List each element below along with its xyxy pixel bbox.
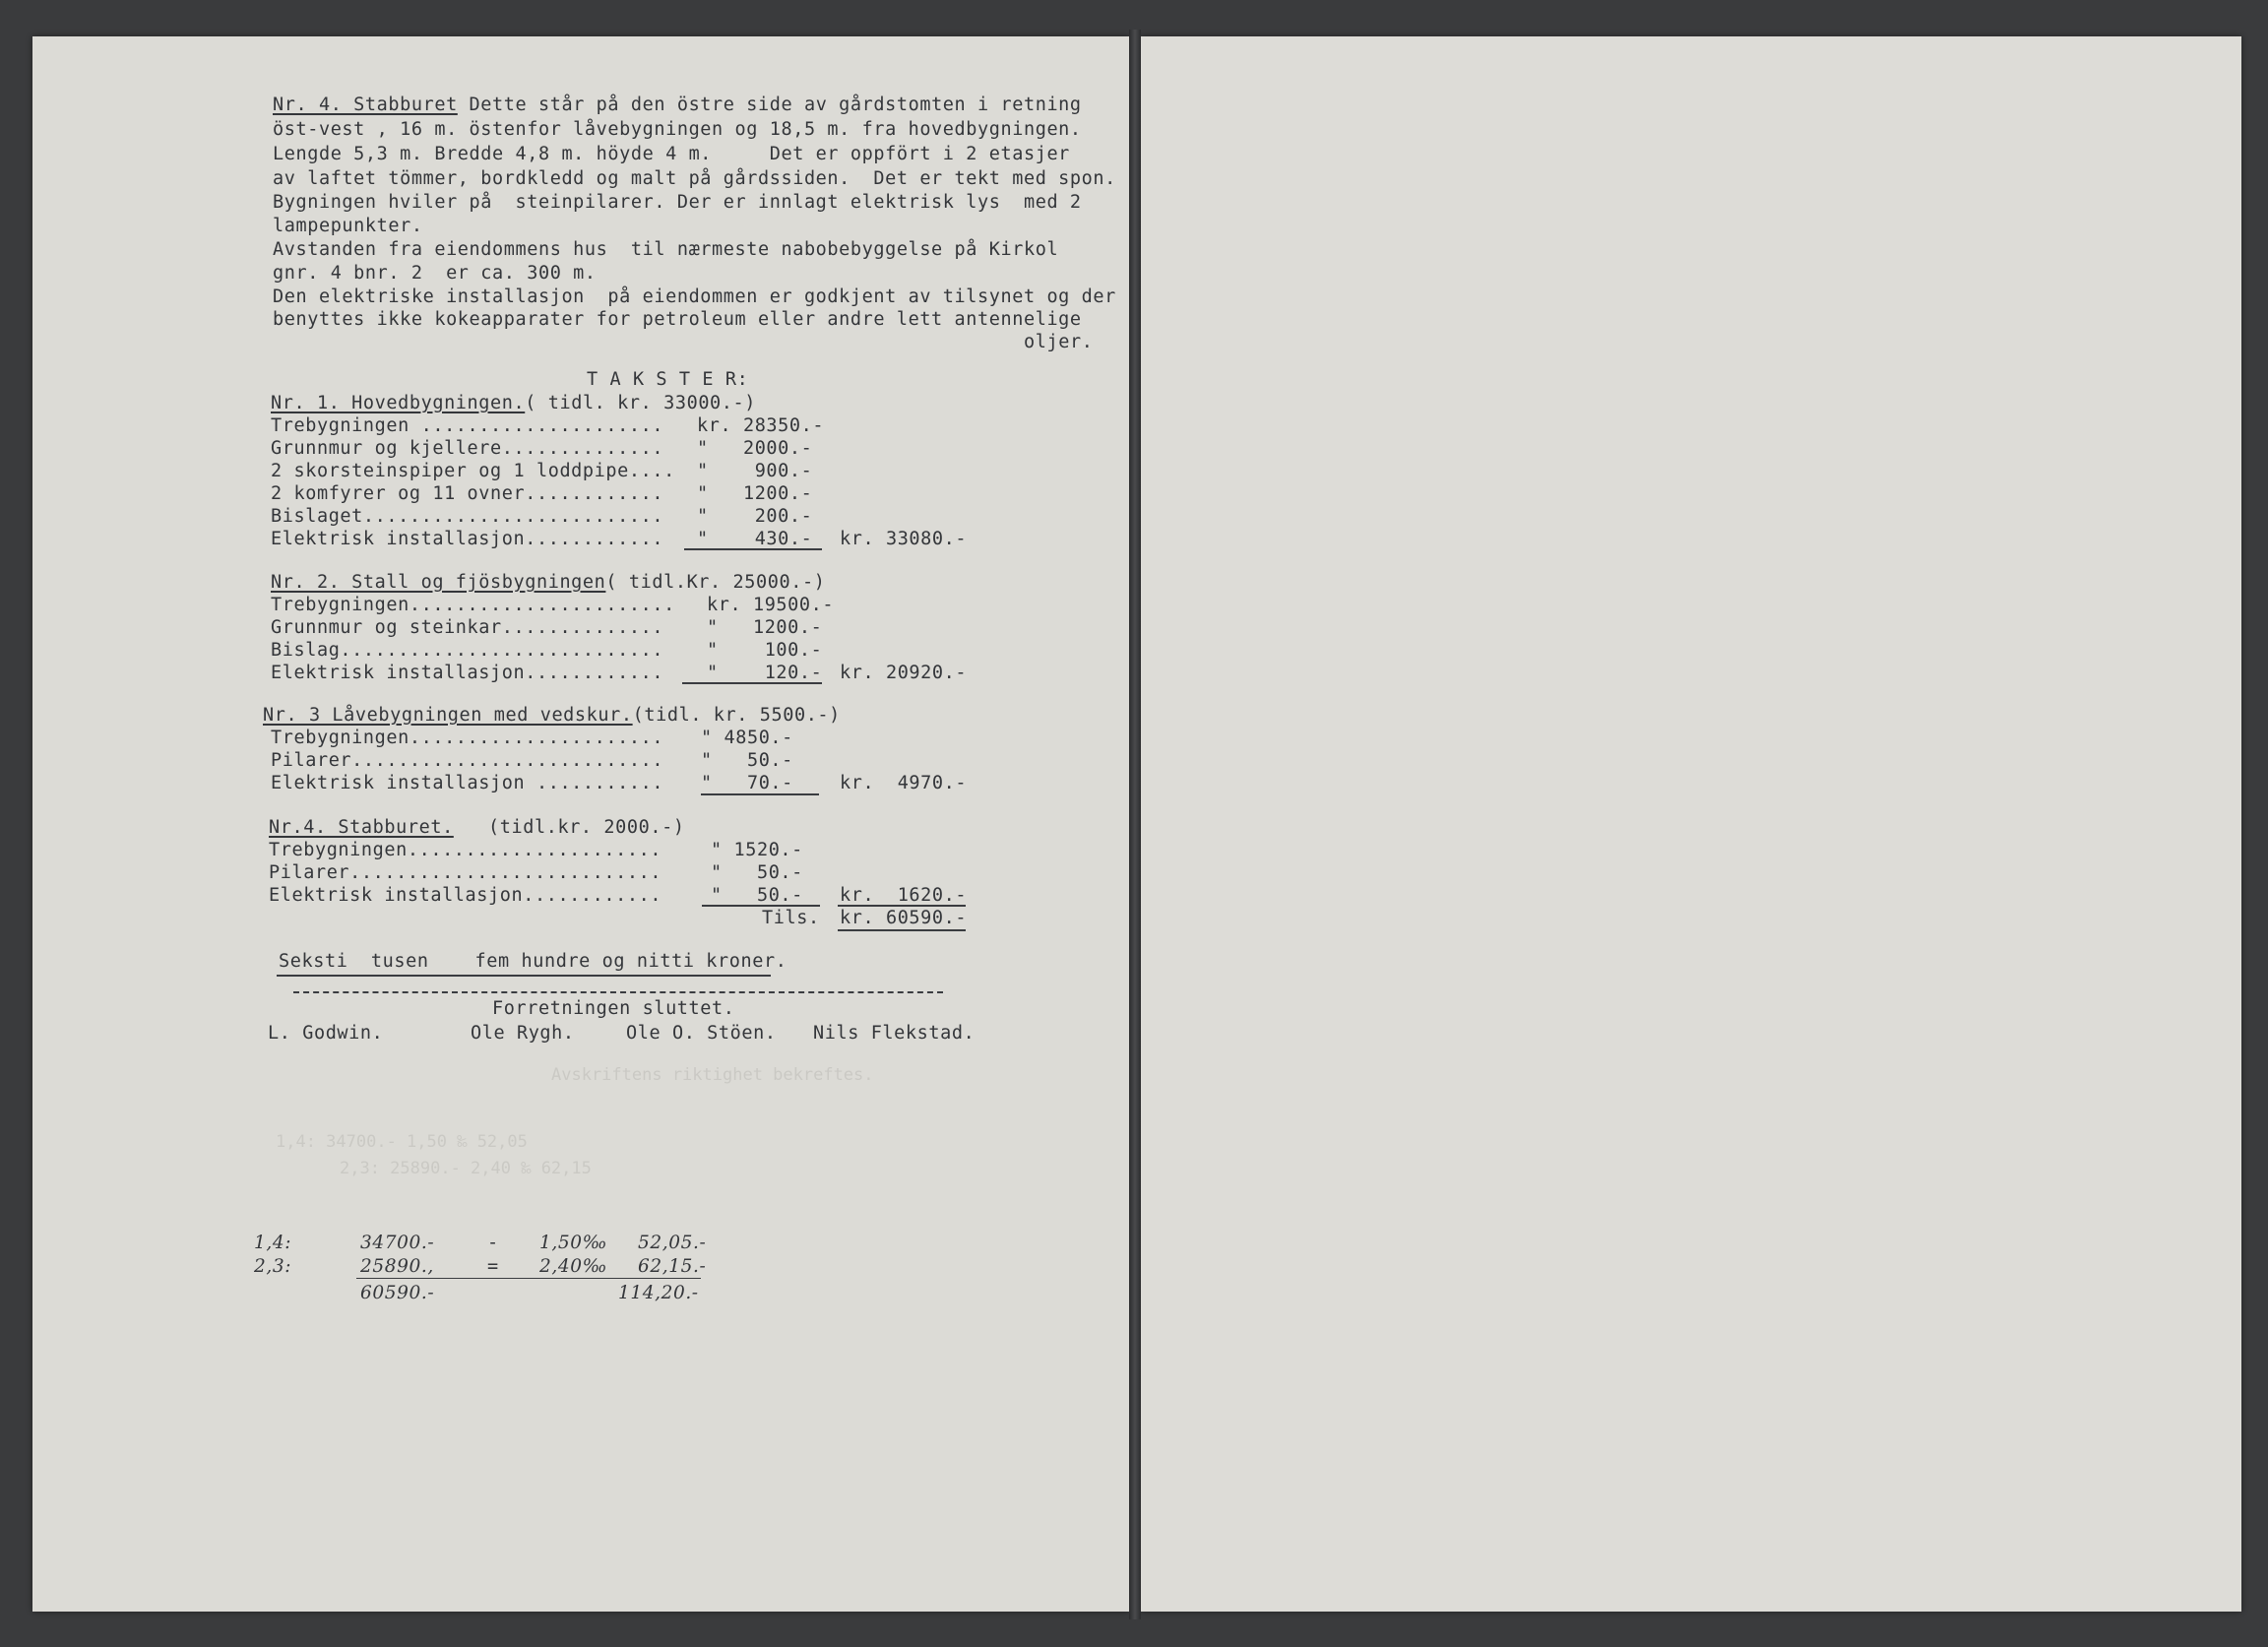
intro-line: Bygningen hviler på steinpilarer. Der er innlagt elektrisk lys med 2: [273, 192, 1082, 213]
calc-label: 1,4:: [254, 1233, 292, 1253]
table-row-label: Grunnmur og kjellere..............: [271, 438, 664, 459]
table-row-amount: " 100.-: [707, 640, 823, 661]
table-row-amount: " 1200.-: [707, 617, 823, 638]
table-row-amount: " 1200.-: [697, 483, 813, 504]
sum-underline: [701, 793, 819, 795]
takster-title: T A K S T E R:: [587, 369, 749, 390]
table-row-amount: " 4850.-: [701, 728, 793, 748]
table-row-label: Elektrisk installasjon ...........: [271, 773, 664, 793]
intro-line: öst-vest , 16 m. östenfor låvebygningen og 18,5 m. fra hovedbygningen.: [273, 119, 1082, 140]
table-row-label: Pilarer...........................: [271, 750, 664, 771]
sum-underline: [682, 682, 822, 684]
sum-underline: [684, 548, 822, 550]
table-row-label: 2 skorsteinspiper og 1 loddpipe....: [271, 461, 675, 481]
table-row-amount: " 50.-: [711, 862, 803, 883]
section-total: kr. 1620.-: [840, 885, 968, 906]
intro-line: Nr. 4. Stabburet Dette står på den östre side av gårdstomten i retning: [273, 95, 1082, 115]
table-row-label: Pilarer...........................: [269, 862, 662, 883]
bleed-text: 2,3: 25890.- 2,40 ‰ 62,15: [340, 1159, 592, 1178]
table-row-amount: kr. 19500.-: [707, 595, 835, 615]
signature: Ole O. Stöen.: [626, 1023, 777, 1044]
calc-total-amount: 60590.-: [360, 1283, 435, 1303]
intro-line: Den elektriske installasjon på eiendommen er godkjent av tilsynet og der: [273, 286, 1116, 307]
calc-result: 52,05.-: [638, 1233, 707, 1253]
bleed-text: 1,4: 34700.- 1,50 ‰ 52,05: [276, 1132, 528, 1152]
table-row-label: Trebygningen......................: [269, 840, 662, 860]
calc-amount: 25890.,: [360, 1256, 434, 1277]
sum-label: Tils.: [762, 908, 820, 928]
table-row-amount: " 120.-: [707, 663, 823, 683]
grand-total: kr. 60590.-: [840, 908, 968, 928]
bleed-text: Avskriftens riktighet bekreftes.: [551, 1065, 874, 1085]
table-row-label: Grunnmur og steinkar..............: [271, 617, 664, 638]
section-total: kr. 33080.-: [840, 529, 968, 549]
intro-line: lampepunkter.: [273, 216, 423, 236]
intro-line: oljer.: [1024, 332, 1094, 352]
calc-rate: 1,50‰: [539, 1233, 608, 1253]
calc-result: 62,15.-: [638, 1256, 707, 1277]
intro-line: gnr. 4 bnr. 2 er ca. 300 m.: [273, 263, 597, 284]
intro-line: Lengde 5,3 m. Bredde 4,8 m. höyde 4 m. Det er oppfört i 2 etasjer: [273, 144, 1070, 164]
section-heading: Nr.4. Stabburet. (tidl.kr. 2000.-): [269, 817, 685, 838]
calc-total-result: 114,20.-: [618, 1283, 699, 1303]
amount-in-words: Seksti tusen fem hundre og nitti kroner.: [279, 951, 788, 972]
section-total: kr. 20920.-: [840, 663, 968, 683]
table-row-amount: " 900.-: [697, 461, 813, 481]
table-row-label: Bislag............................: [271, 640, 664, 661]
calc-label: 2,3:: [254, 1256, 292, 1277]
table-row-amount: " 70.-: [701, 773, 793, 793]
calc-operator: -: [487, 1233, 499, 1253]
signature: Nils Flekstad.: [813, 1023, 976, 1044]
signature: L. Godwin.: [268, 1023, 384, 1044]
table-row-label: Trebygningen .....................: [271, 415, 664, 436]
section-heading: Nr. 3 Låvebygningen med vedskur.(tidl. kr. 5500.-): [263, 705, 841, 726]
closing-text: Forretningen sluttet.: [492, 998, 735, 1019]
intro-heading: Nr. 4. Stabburet: [273, 95, 458, 115]
table-row-amount: " 430.-: [697, 529, 813, 549]
calc-rate: 2,40‰: [539, 1256, 608, 1277]
table-row-amount: kr. 28350.-: [697, 415, 825, 436]
calc-underline: [356, 1278, 701, 1279]
right-page: [1141, 36, 2241, 1612]
intro-line: av laftet tömmer, bordkledd og malt på gårdssiden. Det er tekt med spon.: [273, 168, 1116, 189]
words-underline: [277, 975, 771, 977]
table-row-label: Bislaget..........................: [271, 506, 664, 527]
table-row-label: Elektrisk installasjon............: [271, 529, 664, 549]
signature: Ole Rygh.: [471, 1023, 575, 1044]
calc-amount: 34700.-: [360, 1233, 435, 1253]
table-row-amount: " 50.-: [711, 885, 803, 906]
table-row-label: Elektrisk installasjon............: [271, 663, 664, 683]
calc-operator: =: [487, 1256, 499, 1277]
page-fold: [1129, 30, 1141, 1619]
table-row-amount: " 50.-: [701, 750, 793, 771]
table-row-label: 2 komfyrer og 11 ovner............: [271, 483, 664, 504]
table-row-amount: " 2000.-: [697, 438, 813, 459]
sum-underline: [838, 929, 966, 931]
table-row-label: Elektrisk installasjon............: [269, 885, 662, 906]
table-row-label: Trebygningen.......................: [271, 595, 675, 615]
intro-line: benyttes ikke kokeapparater for petroleum eller andre lett antennelige: [273, 309, 1082, 330]
section-heading: Nr. 1. Hovedbygningen.( tidl. kr. 33000.-): [271, 393, 757, 413]
dashed-separator: [293, 991, 943, 993]
table-row-amount: " 200.-: [697, 506, 813, 527]
section-heading: Nr. 2. Stall og fjösbygningen( tidl.Kr. 25000.-): [271, 572, 826, 593]
table-row-label: Trebygningen......................: [271, 728, 664, 748]
section-total: kr. 4970.-: [840, 773, 968, 793]
table-row-amount: " 1520.-: [711, 840, 803, 860]
intro-line: Avstanden fra eiendommens hus til nærmeste nabobebyggelse på Kirkol: [273, 239, 1059, 260]
